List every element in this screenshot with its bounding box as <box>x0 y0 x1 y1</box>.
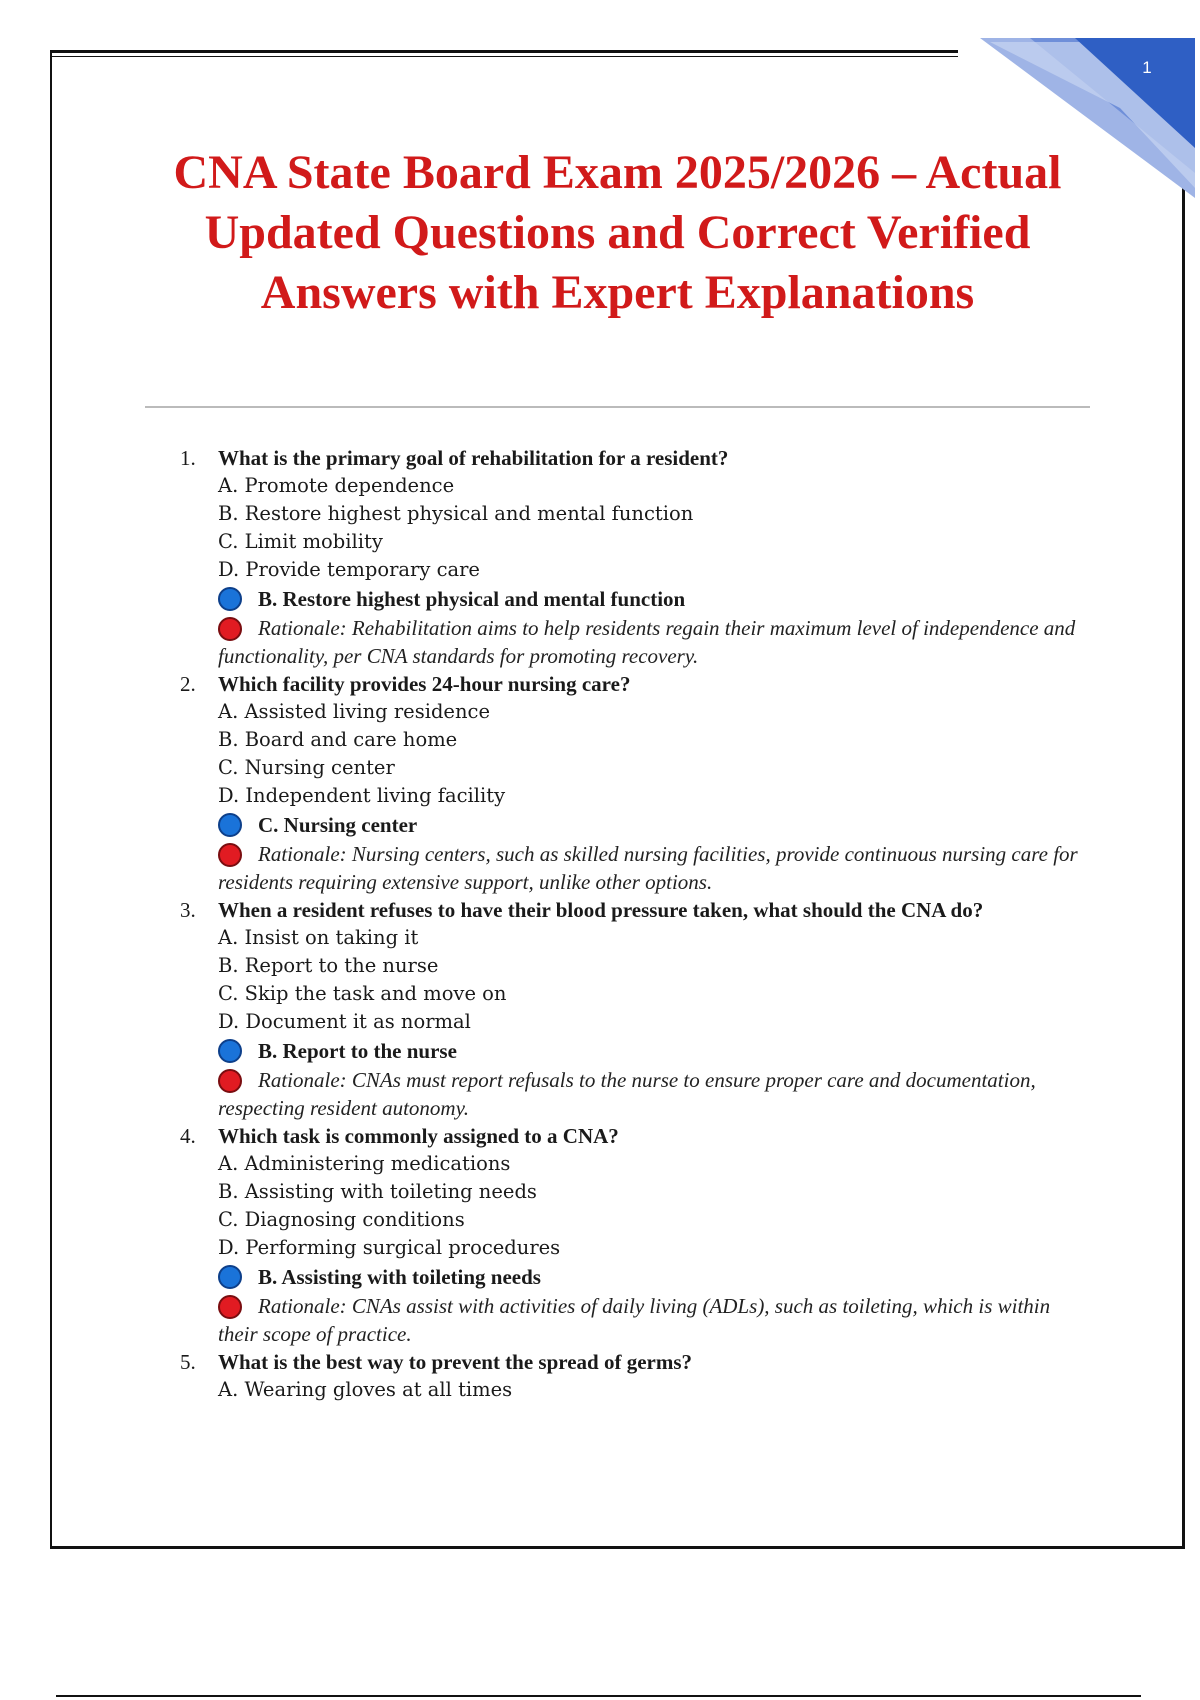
header-rule-thin <box>52 56 958 57</box>
answer-line <box>218 810 1090 840</box>
answer-line <box>218 1036 1090 1066</box>
blue-circle-icon <box>218 587 242 611</box>
option: D. Document it as normal <box>218 1010 471 1033</box>
option: C. Limit mobility <box>218 530 383 553</box>
option: C. Diagnosing conditions <box>218 1208 465 1231</box>
rationale-text: Rationale: CNAs assist with activities of daily living (ADLs), such as toileting, which is within their scope of practice. <box>218 1294 1051 1346</box>
question-number: 3. <box>180 898 196 922</box>
rationale-line <box>218 614 1090 670</box>
option: A. Wearing gloves at all times <box>218 1378 513 1401</box>
option: D. Independent living facility <box>218 784 506 807</box>
option: A. Administering medications <box>218 1152 511 1175</box>
answer-line <box>218 584 1090 614</box>
red-circle-icon <box>218 617 242 641</box>
question-number: 4. <box>180 1124 196 1148</box>
question-number: 5. <box>180 1350 196 1374</box>
question-text: What is the primary goal of rehabilitation for a resident? <box>218 446 729 470</box>
answer-text: B. Report to the nurse <box>258 1039 457 1063</box>
question-text: When a resident refuses to have their blood pressure taken, what should the CNA do? <box>218 898 984 922</box>
answer-text: B. Assisting with toileting needs <box>258 1265 541 1289</box>
rationale-text: Rationale: Nursing centers, such as skilled nursing facilities, provide continuous nursing care for residents requiring extensive support, unlike other options. <box>218 842 1078 894</box>
question-item <box>170 444 1090 670</box>
option: B. Assisting with toileting needs <box>218 1180 537 1203</box>
blue-circle-icon <box>218 1039 242 1063</box>
answer-line <box>218 1262 1090 1292</box>
question-text: Which facility provides 24-hour nursing care? <box>218 672 631 696</box>
rationale-line <box>218 1066 1090 1122</box>
answer-text: C. Nursing center <box>258 813 418 837</box>
option: A. Promote dependence <box>218 474 455 497</box>
page-number: 1 <box>1142 58 1152 77</box>
rationale-text: Rationale: CNAs must report refusals to the nurse to ensure proper care and documentation, respecting resident autonomy. <box>218 1068 1036 1120</box>
question-item <box>170 1122 1090 1348</box>
red-circle-icon <box>218 1069 242 1093</box>
option: B. Board and care home <box>218 728 458 751</box>
blue-circle-icon <box>218 1265 242 1289</box>
red-circle-icon <box>218 843 242 867</box>
rationale-line <box>218 1292 1090 1348</box>
question-item <box>170 896 1090 1122</box>
header-rule <box>50 50 958 53</box>
option: B. Report to the nurse <box>218 954 439 977</box>
question-item <box>170 1348 1090 1404</box>
option: A. Insist on taking it <box>218 926 419 949</box>
red-circle-icon <box>218 1295 242 1319</box>
answer-text: B. Restore highest physical and mental function <box>258 587 686 611</box>
option: C. Skip the task and move on <box>218 982 507 1005</box>
option: C. Nursing center <box>218 756 395 779</box>
question-number: 2. <box>180 672 196 696</box>
option: B. Restore highest physical and mental function <box>218 502 694 525</box>
rationale-text: Rationale: Rehabilitation aims to help residents regain their maximum level of independence and functionality, per CNA standards for promoting recovery. <box>218 616 1076 668</box>
next-page-rule <box>56 1695 1141 1697</box>
title-divider <box>145 406 1090 408</box>
blue-circle-icon <box>218 813 242 837</box>
document-title: CNA State Board Exam 2025/2026 – Actual Updated Questions and Correct Verified Answers with Expert Explanations <box>173 146 1062 319</box>
question-number: 1. <box>180 446 196 470</box>
option: D. Provide temporary care <box>218 558 480 581</box>
question-text: Which task is commonly assigned to a CNA? <box>218 1124 619 1148</box>
option: A. Assisted living residence <box>218 700 490 723</box>
question-list <box>170 444 1090 1404</box>
option: D. Performing surgical procedures <box>218 1236 561 1259</box>
question-item <box>170 670 1090 896</box>
rationale-line <box>218 840 1090 896</box>
question-text: What is the best way to prevent the spread of germs? <box>218 1350 693 1374</box>
